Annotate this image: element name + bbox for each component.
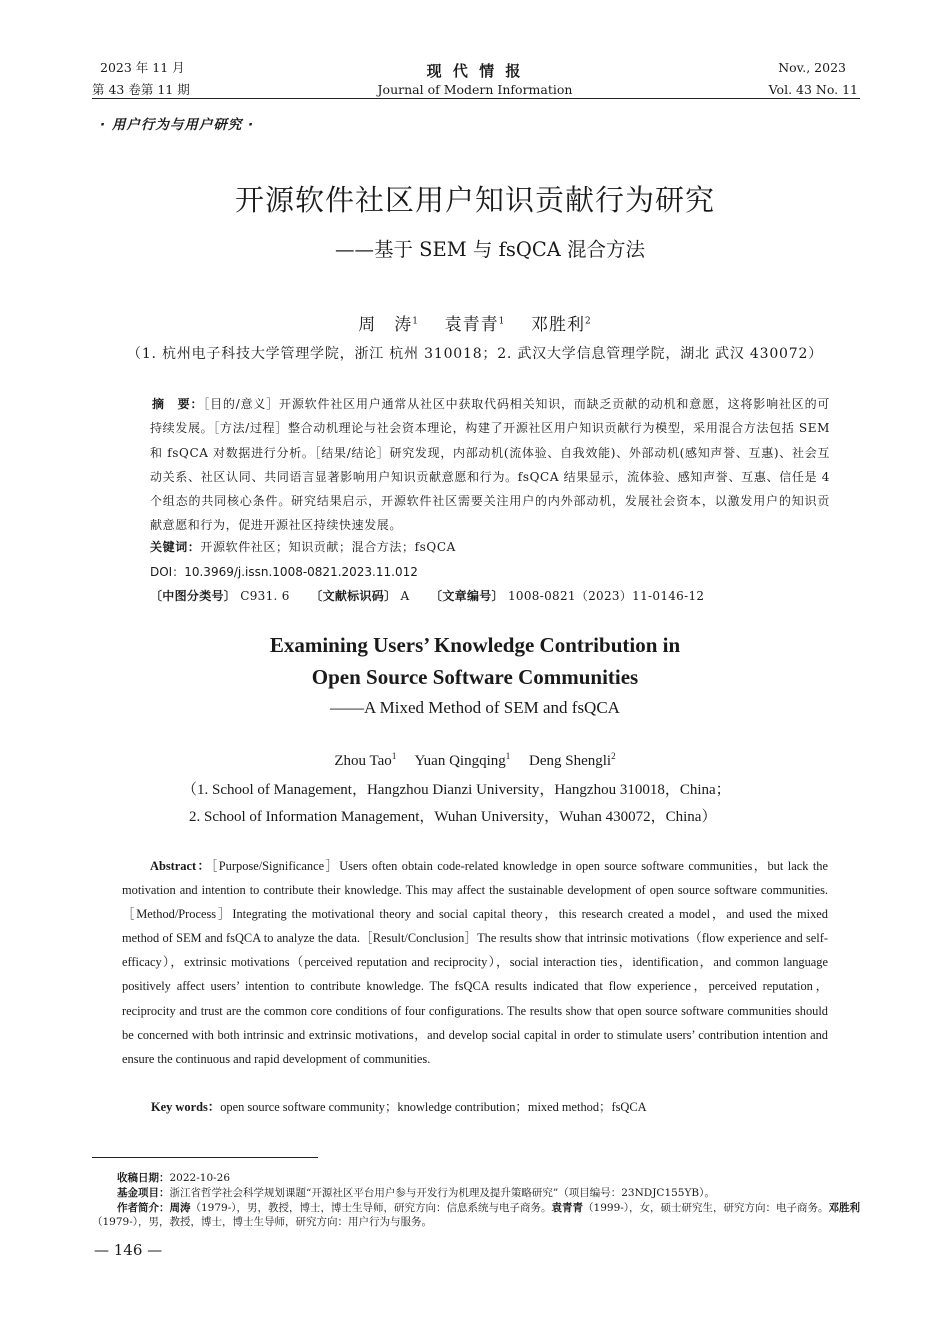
doi: DOI：10.3969/j.issn.1008-0821.2023.11.012 [150,565,418,579]
title-en-line1: Examining Users’ Knowledge Contribution in [269,633,681,657]
keywords-cn-label: 关键词： [150,540,201,554]
footnote-rule [92,1157,318,1158]
header-rule [92,98,860,99]
article-number-value: 1008-0821（2023）11-0146-12 [507,589,705,603]
header-date-cn: 2023 年 11 月 [100,60,185,75]
author-cn-2: 袁青青$^1$ [444,315,506,335]
header-volume-en: Vol. 43 No. 11 [768,82,858,97]
abstract-en [122,854,828,1071]
journal-title-en: Journal of Modern Information [377,82,573,97]
keywords-en-label: Key words： [151,1100,221,1114]
title-en-line2: Open Source Software Communities [311,665,639,689]
abstract-cn-text: ［目的/意义］开源软件社区用户通常从社区中获取代码相关知识，而缺乏贡献的动机和意愿，这将影响社区的可持续发展。［方法/过程］整合动机理论与社会资本理论，构建了开源社区用户知识贡献行为模型，采用混合方法包括 SEM 和 fsQCA 对数据进行分析。［结果/结论］研究发现，内部动机(流体验、自我效能)、外部动机(感知声誉、互惠)、社会互动关系、社区认同、共同语言显著影响用户知识贡献意愿和行为。fsQCA 结果显示，流体验、感知声誉、互惠、信任是 4 个组态的共同核心条件。研究结果启示，开源软件社区需要关注用户的内外部动机，发展社会资本，以激发用户的知识贡献意愿和行为，促进开源社区持续快速发展。 [150,397,830,533]
footnote-authors: 作者简介：周涛（1979-），男，教授，博士，博士生导师，研究方向：信息系统与电子商务。袁青青（1999-），女，硕士研究生，研究方向：电子商务。邓胜利（1979-），男，教授，博士，博士生导师，研究方向：用户行为与服务。 [92,1202,861,1228]
abstract-cn [150,392,830,538]
footnote-fund: 基金项目：浙江省哲学社会科学规划课题“开源社区平台用户参与开发行为机理及提升策略研究”（项目编号：23NDJC155YB）。 [117,1187,715,1199]
clc-label: 〔中图分类号〕 [150,589,237,603]
abstract-cn-label: 摘 要： [152,397,204,411]
keywords-en [151,1097,647,1115]
classification [150,587,704,604]
keywords-en-text: open source software community；knowledge contribution；mixed method；fsQCA [220,1100,647,1114]
clc-value: C931. 6 [240,589,290,603]
page-number: — 146 — [94,1241,163,1259]
title-cn: 开源软件社区用户知识贡献行为研究 [234,183,715,217]
affiliation-cn: （1. 杭州电子科技大学管理学院，浙江 杭州 310018；2. 武汉大学信息管理学院，湖北 武汉 430072） [127,346,823,362]
affiliation-en-line2: 2. School of Information Management，Wuhan University，Wuhan 430072，China） [189,809,717,825]
header-date-en: Nov., 2023 [778,60,846,75]
footnote-received: 收稿日期：2022-10-26 [117,1172,231,1184]
abstract-en-text: ［Purpose/Significance］Users often obtain code-related knowledge in open source software communities，but lack the motivation and intention to contribute their knowledge. This may affect the sustainable development of open source software communities.［Method/Process］Integrating the motivational theory and social capital theory，this research created a model，and used the mixed method of SEM and fsQCA to analyze the data.［Result/Conclusion］The results show that intrinsic motivations（flow experience and self-efficacy），extrinsic motivations（perceived reputation and reciprocity），social interaction ties，identification，and common language positively affect users’ intention to contribute knowledge. The fsQCA results indicated that flow experience，perceived reputation，reciprocity and trust are the common core conditions of four configurations. The results show that open source software communities should be concerned with both intrinsic and extrinsic motivations，and develop social capital in order to stimulate users’ contribution intention and ensure the continuous and rapid development of communities. [122,859,828,1066]
journal-title-cn: 现 代 情 报 [426,62,524,80]
abstract-en-label: Abstract： [150,859,212,873]
authors-en [0,751,950,770]
doc-code-value: A [400,589,410,603]
article-number-label: 〔文章编号〕 [430,589,504,603]
keywords-cn-text: 开源软件社区；知识贡献；混合方法；fsQCA [200,540,456,554]
author-cn-3: 邓胜利$^2$ [530,315,592,335]
affiliation-en-line1: （1. School of Management，Hangzhou Dianzi University，Hangzhou 310018，China； [182,782,731,798]
doc-code-label: 〔文献标识码〕 [310,589,397,603]
authors-cn [0,310,950,335]
header-volume-cn: 第 43 卷第 11 期 [92,82,190,97]
section-label: · 用户行为与用户研究 · [100,117,255,133]
keywords-cn [150,538,456,555]
author-cn-1: 周 涛$^1$ [358,315,419,335]
author-en-1: Zhou Tao$^1$ [334,751,397,769]
author-en-3: Deng Shengli$^2$ [529,751,616,769]
author-en-2: Yuan Qingqing$^1$ [414,751,511,769]
subtitle-cn: ——基于 SEM 与 fsQCA 混合方法 [334,238,646,261]
subtitle-en: ——A Mixed Method of SEM and fsQCA [330,698,620,717]
